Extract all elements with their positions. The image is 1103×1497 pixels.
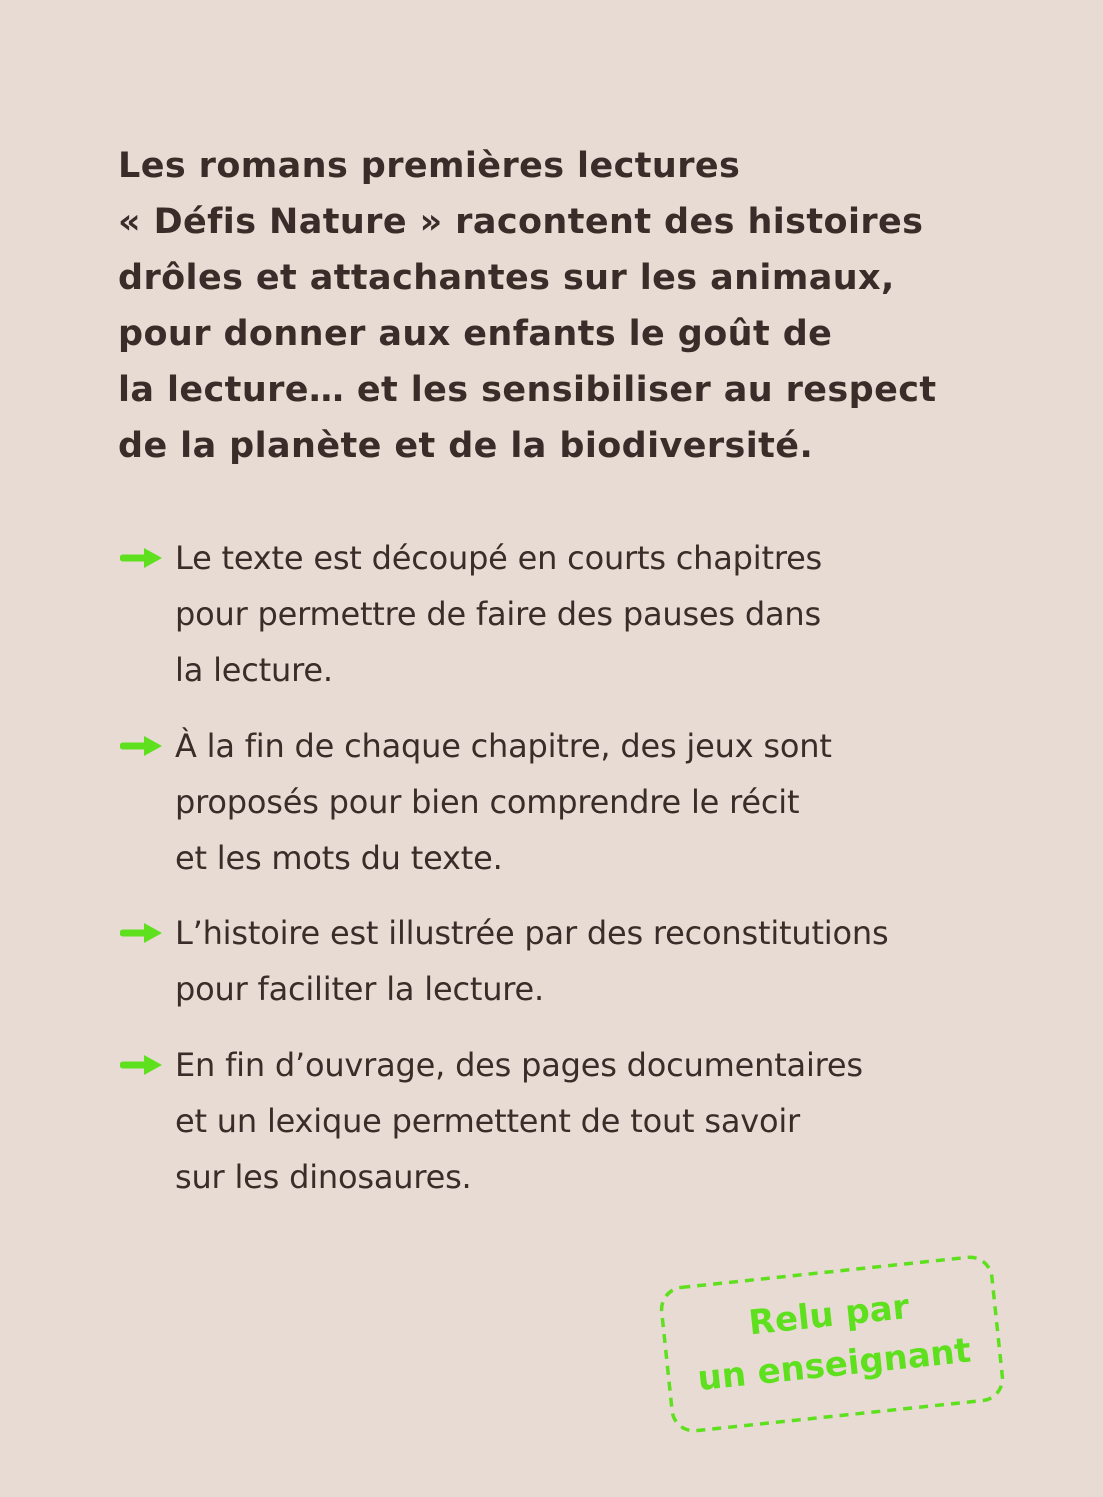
intro-line: Les romans premières lectures — [118, 146, 741, 186]
feature-item — [118, 530, 1018, 698]
stamp-line: un enseignant — [695, 1330, 973, 1400]
feature-line: et un lexique permettent de tout savoir — [175, 1102, 801, 1140]
arrow-right-icon — [120, 733, 166, 759]
arrow-right-icon — [120, 545, 166, 571]
arrow-right-icon — [120, 1052, 166, 1078]
feature-line: L’histoire est illustrée par des reconstitutions — [175, 914, 889, 952]
feature-line: À la fin de chaque chapitre, des jeux sont — [175, 727, 832, 765]
feature-list — [118, 530, 1018, 1205]
feature-line: pour permettre de faire des pauses dans — [175, 595, 821, 633]
feature-item — [118, 905, 1018, 1017]
arrow-right-icon — [120, 920, 166, 946]
feature-line: proposés pour bien comprendre le récit — [175, 783, 800, 821]
feature-line: Le texte est découpé en courts chapitres — [175, 539, 823, 577]
feature-line: la lecture. — [175, 651, 333, 689]
stamp-line: Relu par — [746, 1286, 912, 1344]
intro-line: la lecture… et les sensibiliser au respect — [118, 370, 937, 410]
intro-line: drôles et attachantes sur les animaux, — [118, 258, 895, 298]
feature-item — [118, 1037, 1018, 1205]
intro-line: de la planète et de la biodiversité. — [118, 426, 814, 466]
feature-item — [118, 718, 1018, 886]
intro-line: pour donner aux enfants le goût de — [118, 314, 833, 354]
intro-line: « Défis Nature » racontent des histoires — [118, 202, 924, 242]
feature-line: En fin d’ouvrage, des pages documentaires — [175, 1046, 863, 1084]
teacher-review-stamp — [655, 1251, 1009, 1438]
intro-paragraph — [118, 138, 1018, 474]
feature-line: et les mots du texte. — [175, 839, 503, 877]
feature-line: pour faciliter la lecture. — [175, 970, 544, 1008]
feature-line: sur les dinosaures. — [175, 1158, 472, 1196]
